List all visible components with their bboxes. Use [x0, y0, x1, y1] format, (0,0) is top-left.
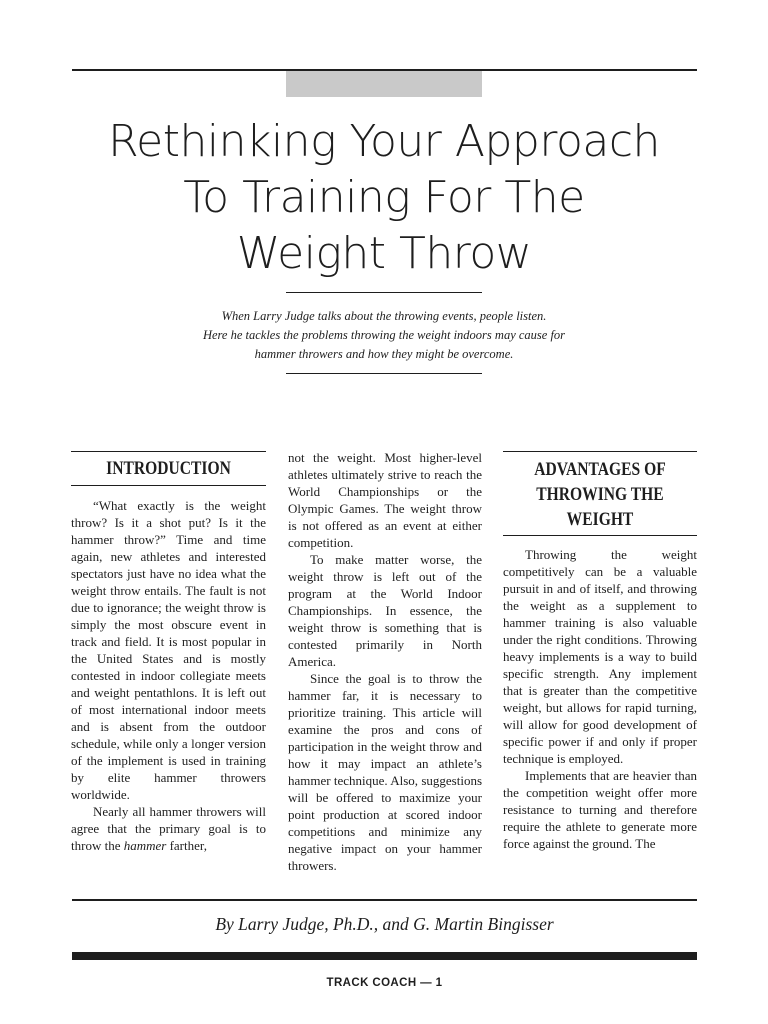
paragraph: not the weight. Most higher-level athletes ultimately strive to reach the World Championships or the Olympic Games. The weight throw is not offered as an event at either competition.: [288, 450, 482, 550]
section-heading-advantages: ADVANTAGES OF THROWING THE WEIGHT: [534, 459, 666, 530]
section-heading-introduction: INTRODUCTION: [106, 458, 231, 479]
intro-heading-top-rule: [71, 451, 266, 452]
column-3: [503, 546, 697, 852]
paragraph: Nearly all hammer throwers will agree that the primary goal is to throw the hammer farther,: [71, 804, 266, 853]
title-line: Weight Throw: [236, 228, 532, 279]
header-tab: [286, 71, 482, 97]
deck-line: Here he tackles the problems throwing the weight indoors may cause for: [202, 328, 566, 342]
article-deck: [150, 307, 618, 364]
byline: By Larry Judge, Ph.D., and G. Martin Bingisser: [215, 914, 554, 934]
deck-bottom-rule: [286, 373, 482, 374]
paragraph: “What exactly is the weight throw? Is it a shot put? Is it the hammer throw?” Time and time again, new athletes and interested spectators just have no idea what the weight throw entails. The fault is not due to ignorance; the weight throw is simply the most obscure event in track and field. It is most popular in the United States and is mostly contested in indoor collegiate meets and weight pentathlons. It is left out of most international indoor meets and is absent from the outdoor schedule, while only a longer version of the implement is used in training by elite hammer throwers worldwide.: [71, 498, 266, 802]
page-footer: TRACK COACH — 1: [326, 977, 443, 989]
paragraph: Since the goal is to throw the hammer far, it is necessary to prioritize training. This article will examine the pros and cons of participation in the weight throw and how it may impact an athlete’s hammer technique. Also, suggestions will be offered to maximize your point production at scored indoor competitions and minimize any negative impact on your hammer throwers.: [288, 671, 482, 873]
title-line: Rethinking Your Approach: [108, 116, 660, 167]
title-line: To Training For The: [183, 172, 585, 223]
deck-top-rule: [286, 292, 482, 293]
article-title: [60, 114, 708, 282]
paragraph: Implements that are heavier than the competition weight offer more resistance to turning and therefore require the athlete to generate more force against the ground. The: [503, 768, 697, 851]
advantages-heading-bottom-rule: [503, 535, 697, 536]
paragraph: To make matter worse, the weight throw is left out of the program at the World Indoor Championships. In essence, the weight throw is something that is contested primarily in North America.: [288, 552, 482, 669]
deck-line: When Larry Judge talks about the throwing events, people listen.: [221, 309, 547, 323]
paragraph: Throwing the weight competitively can be a valuable pursuit in and of itself, and throwing the weight as a supplement to hammer training is also valuable under the right conditions. Throwing heavy implements is a way to build specific strength. Any implement that is greater than the competitive weight, but allows for rapid turning, will allow for good development of specific power if and only if proper technique is employed.: [503, 547, 697, 766]
byline-bottom-bar: [72, 952, 697, 960]
deck-line: hammer throwers and how they might be overcome.: [254, 347, 514, 361]
advantages-heading-top-rule: [503, 451, 697, 452]
intro-heading-bottom-rule: [71, 485, 266, 486]
column-1: [71, 497, 266, 854]
byline-top-rule: [72, 899, 697, 901]
column-2: [288, 449, 482, 874]
